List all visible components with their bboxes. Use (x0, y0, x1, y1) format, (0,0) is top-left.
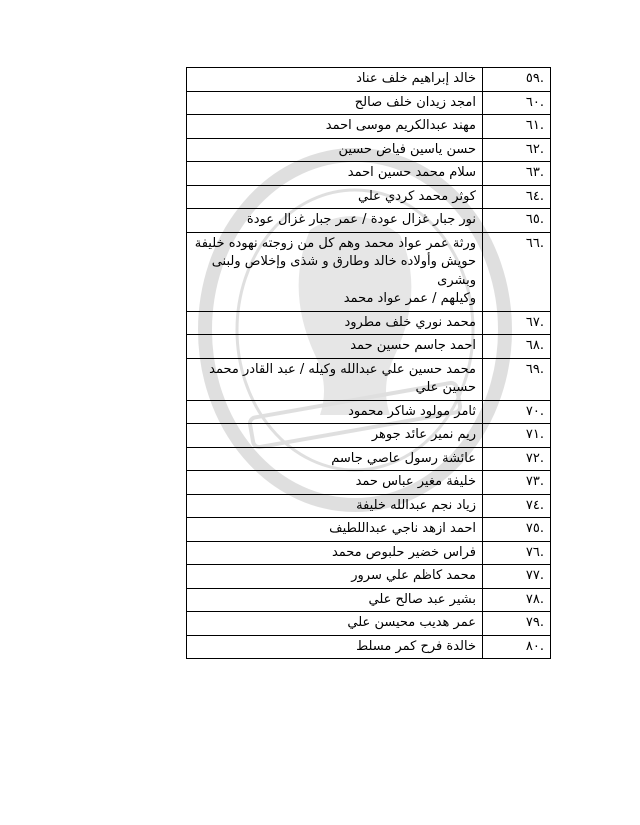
table-row (187, 400, 551, 424)
row-name: كوثر محمد كردي علي (187, 185, 483, 209)
row-number: .٧٩ (483, 612, 551, 636)
table-row (187, 311, 551, 335)
row-number: .٦٢ (483, 138, 551, 162)
row-name: محمد نوري خلف مطرود (187, 311, 483, 335)
table-row (187, 68, 551, 92)
row-number: .٦١ (483, 115, 551, 139)
row-number: .٦٨ (483, 335, 551, 359)
row-number: .٧٧ (483, 565, 551, 589)
table-row (187, 541, 551, 565)
row-name: ثامر مولود شاكر محمود (187, 400, 483, 424)
table-row (187, 162, 551, 186)
row-name: خليفة مغير عباس حمد (187, 471, 483, 495)
row-name: ورثة عمر عواد محمد وهم كل من زوجته نهوده خليفة حويش وأولاده خالد وطارق و شذى وإخلاص ولبنى وبشرى وكيلهم / عمر عواد محمد (187, 232, 483, 311)
table-row (187, 115, 551, 139)
row-name: حسن ياسين فياض حسين (187, 138, 483, 162)
table-row (187, 565, 551, 589)
row-name: محمد كاظم علي سرور (187, 565, 483, 589)
row-number: .٧٤ (483, 494, 551, 518)
row-number: .٧٥ (483, 518, 551, 542)
table-row (187, 232, 551, 311)
row-name: احمد جاسم حسين حمد (187, 335, 483, 359)
row-name: زياد نجم عبدالله خليفة (187, 494, 483, 518)
row-name: خالد إبراهيم خلف عناد (187, 68, 483, 92)
table-row (187, 91, 551, 115)
row-name: امجد زيدان خلف صالح (187, 91, 483, 115)
row-name: محمد حسين علي عبدالله وكيله / عبد القادر محمد حسين علي (187, 358, 483, 400)
table-row (187, 518, 551, 542)
row-number: .٦٤ (483, 185, 551, 209)
table-row (187, 358, 551, 400)
table-row (187, 335, 551, 359)
row-number: .٦٠ (483, 91, 551, 115)
row-number: .٦٣ (483, 162, 551, 186)
row-name: نور جبار غزال عودة / عمر جبار غزال عودة (187, 209, 483, 233)
row-name: عائشة رسول عاصي جاسم (187, 447, 483, 471)
row-number: .٦٥ (483, 209, 551, 233)
table-row (187, 612, 551, 636)
row-number: .٦٩ (483, 358, 551, 400)
row-number: .٧٢ (483, 447, 551, 471)
row-number: .٨٠ (483, 635, 551, 659)
row-number: .٧٨ (483, 588, 551, 612)
row-name: عمر هديب محيسن علي (187, 612, 483, 636)
table-row (187, 588, 551, 612)
table-row (187, 471, 551, 495)
row-number: .٥٩ (483, 68, 551, 92)
row-number: .٧٦ (483, 541, 551, 565)
row-name: فراس خضير حلبوص محمد (187, 541, 483, 565)
names-table (186, 67, 551, 659)
table-row (187, 635, 551, 659)
table-row (187, 494, 551, 518)
table-row (187, 209, 551, 233)
table-row (187, 138, 551, 162)
row-number: .٧٠ (483, 400, 551, 424)
row-name: مهند عبدالكريم موسى احمد (187, 115, 483, 139)
table-row (187, 424, 551, 448)
row-number: .٦٦ (483, 232, 551, 311)
row-number: .٧١ (483, 424, 551, 448)
row-name: بشير عبد صالح علي (187, 588, 483, 612)
row-name: سلام محمد حسين احمد (187, 162, 483, 186)
table-row (187, 447, 551, 471)
row-name: ريم نمير عائد جوهر (187, 424, 483, 448)
row-number: .٧٣ (483, 471, 551, 495)
table-row (187, 185, 551, 209)
row-number: .٦٧ (483, 311, 551, 335)
row-name: احمد ازهد ناجي عبداللطيف (187, 518, 483, 542)
row-name: خالدة فرح كمر مسلط (187, 635, 483, 659)
